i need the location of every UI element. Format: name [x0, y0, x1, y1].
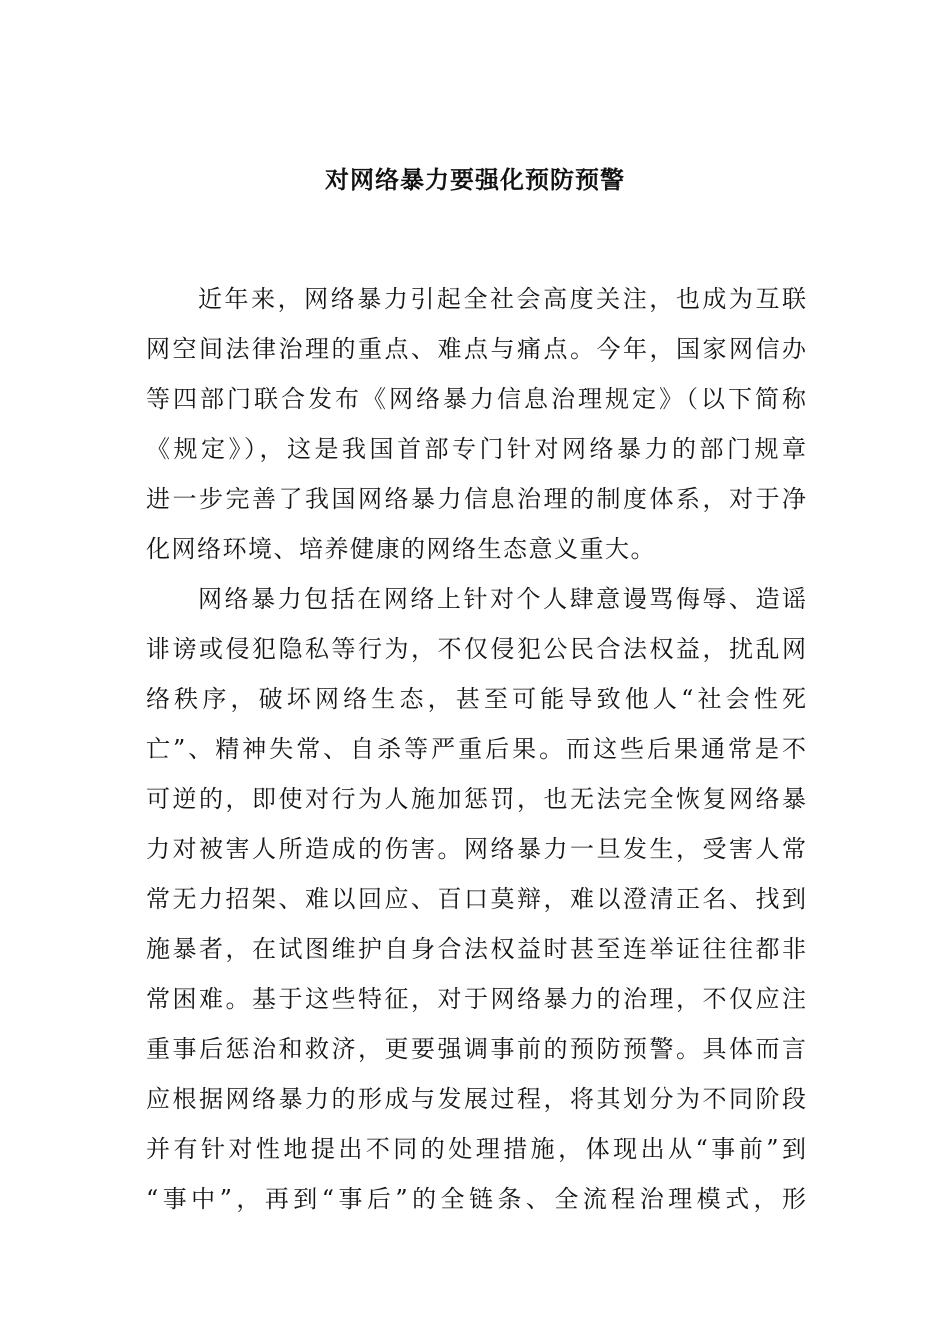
paragraph-2-line-3: 络秩序，破坏网络生态，甚至可能导致他人“社会性死 — [146, 685, 806, 713]
paragraph-1-line-3: 等四部门联合发布《网络暴力信息治理规定》（以下简称 — [146, 385, 806, 413]
paragraph-2-line-5: 可逆的，即使对行为人施加惩罚，也无法完全恢复网络暴 — [146, 785, 806, 813]
paragraph-2-line-6: 力对被害人所造成的伤害。网络暴力一旦发生，受害人常 — [146, 835, 806, 863]
paragraph-1-line-6: 化网络环境、培养健康的网络生态意义重大。 — [146, 535, 656, 563]
paragraph-2-line-11: 应根据网络暴力的形成与发展过程，将其划分为不同阶段 — [146, 1085, 806, 1113]
paragraph-1-line-4: 《规定》），这是我国首部专门针对网络暴力的部门规章 — [146, 435, 806, 463]
paragraph-2-line-7: 常无力招架、难以回应、百口莫辩，难以澄清正名、找到 — [146, 885, 806, 913]
paragraph-2-line-10: 重事后惩治和救济，更要强调事前的预防预警。具体而言 — [146, 1035, 806, 1063]
document-title: 对网络暴力要强化预防预警 — [325, 165, 625, 194]
paragraph-2-line-1: 网络暴力包括在网络上针对个人肆意谩骂侮辱、造谣 — [198, 585, 806, 613]
paragraph-1-line-5: 进一步完善了我国网络暴力信息治理的制度体系，对于净 — [146, 485, 806, 513]
paragraph-2-line-8: 施暴者，在试图维护自身合法权益时甚至连举证往往都非 — [146, 935, 806, 963]
paragraph-1-line-2: 网空间法律治理的重点、难点与痛点。今年，国家网信办 — [146, 335, 806, 363]
paragraph-2-line-12: 并有针对性地提出不同的处理措施，体现出从“事前”到 — [146, 1135, 806, 1163]
paragraph-2-line-9: 常困难。基于这些特征，对于网络暴力的治理，不仅应注 — [146, 985, 806, 1013]
paragraph-2-line-4: 亡”、精神失常、自杀等严重后果。而这些后果通常是不 — [146, 735, 806, 763]
paragraph-1-line-1: 近年来，网络暴力引起全社会高度关注，也成为互联 — [198, 285, 806, 313]
paragraph-2-line-2: 诽谤或侵犯隐私等行为，不仅侵犯公民合法权益，扰乱网 — [146, 635, 806, 663]
paragraph-2-line-13: “事中”，再到“事后”的全链条、全流程治理模式，形 — [146, 1185, 806, 1213]
document-body — [146, 274, 806, 1224]
